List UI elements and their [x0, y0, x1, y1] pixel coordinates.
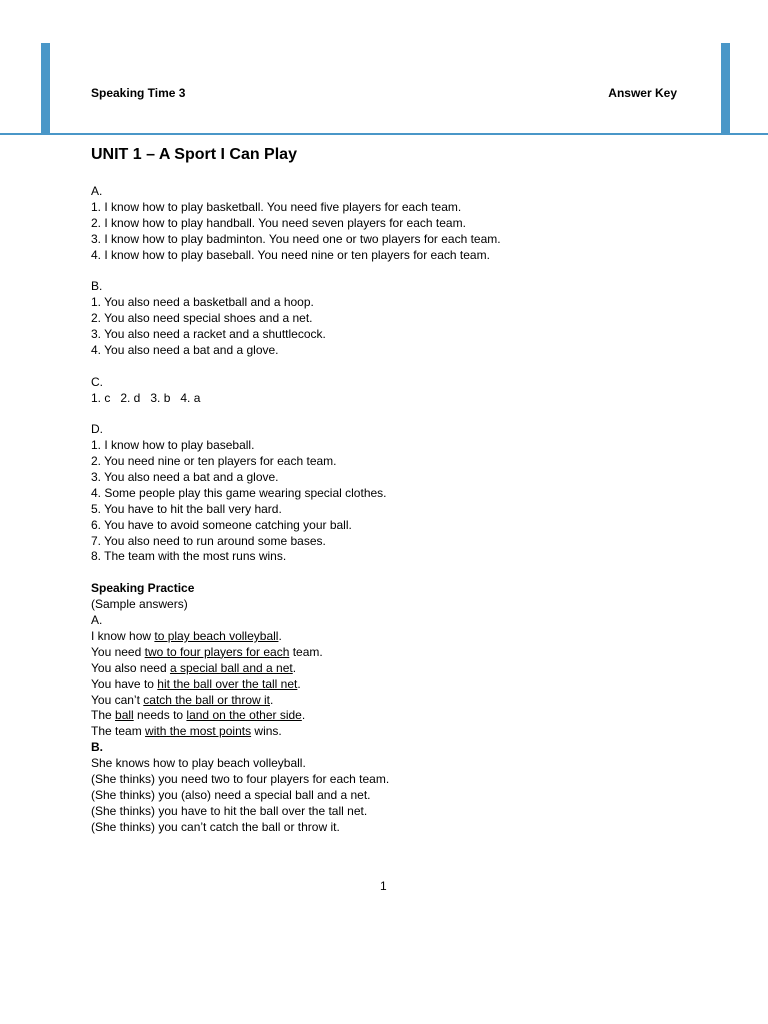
- page-number: 1: [380, 879, 387, 893]
- practice-b-label: B.: [91, 740, 103, 755]
- section-d-item: 2. You need nine or ten players for each team.: [91, 454, 337, 469]
- underlined-answer: ball: [115, 708, 134, 723]
- header-answer-key: Answer Key: [608, 86, 677, 100]
- practice-a-line: The ball needs to land on the other side.: [91, 708, 306, 723]
- section-a-item: 4. I know how to play baseball. You need nine or ten players for each team.: [91, 247, 490, 262]
- underlined-answer: hit the ball over the tall net: [157, 676, 298, 691]
- right-accent-bar: [721, 43, 730, 133]
- section-b-item: 3. You also need a racket and a shuttlecock.: [91, 327, 326, 342]
- answer-content: [91, 184, 691, 836]
- spacer: [91, 406, 691, 422]
- practice-b-line: (She thinks) you have to hit the ball over the tall net.: [91, 803, 368, 818]
- underlined-answer: with the most points: [145, 724, 252, 739]
- section-d-item: 4. Some people play this game wearing special clothes.: [91, 485, 387, 500]
- section-a-item: 3. I know how to play badminton. You need one or two players for each team.: [91, 231, 501, 246]
- speaking-practice-heading: Speaking Practice: [91, 581, 195, 596]
- spacer: [91, 565, 691, 581]
- section-a-item: 1. I know how to play basketball. You need five players for each team.: [91, 199, 462, 214]
- spacer: [91, 359, 691, 375]
- section-d-item: 5. You have to hit the ball very hard.: [91, 501, 282, 516]
- practice-b-line: She knows how to play beach volleyball.: [91, 756, 306, 771]
- section-b-item: 4. You also need a bat and a glove.: [91, 342, 279, 357]
- section-b-label: B.: [91, 279, 103, 294]
- section-d-item: 6. You have to avoid someone catching your ball.: [91, 517, 352, 532]
- practice-a-line: You also need a special ball and a net.: [91, 660, 297, 675]
- unit-title: UNIT 1 – A Sport I Can Play: [91, 146, 297, 163]
- section-b-item: 2. You also need special shoes and a net.: [91, 311, 313, 326]
- underlined-answer: land on the other side: [186, 708, 302, 723]
- practice-a-line: You have to hit the ball over the tall net.: [91, 676, 301, 691]
- section-d-label: D.: [91, 422, 103, 437]
- section-d-item: 8. The team with the most runs wins.: [91, 549, 287, 564]
- header-rule: [0, 133, 768, 135]
- header-book-title: Speaking Time 3: [91, 86, 186, 100]
- section-c-label: C.: [91, 374, 103, 389]
- underlined-answer: catch the ball or throw it: [143, 692, 270, 707]
- practice-a-line: I know how to play beach volleyball.: [91, 628, 282, 643]
- section-a-item: 2. I know how to play handball. You need seven players for each team.: [91, 215, 466, 230]
- practice-b-line: (She thinks) you can’t catch the ball or throw it.: [91, 819, 340, 834]
- practice-a-line: You need two to four players for each team.: [91, 644, 323, 659]
- left-accent-bar: [41, 43, 50, 133]
- practice-a-label: A.: [91, 613, 103, 628]
- underlined-answer: a special ball and a net: [169, 660, 293, 675]
- section-d-item: 1. I know how to play baseball.: [91, 438, 255, 453]
- section-a-label: A.: [91, 184, 103, 198]
- practice-b-line: (She thinks) you need two to four players for each team.: [91, 771, 390, 786]
- section-b-item: 1. You also need a basketball and a hoop.: [91, 295, 314, 310]
- spacer: [91, 263, 691, 279]
- section-d-item: 7. You also need to run around some bases.: [91, 533, 326, 548]
- underlined-answer: two to four players for each: [144, 644, 290, 659]
- practice-b-line: (She thinks) you (also) need a special ball and a net.: [91, 787, 371, 802]
- practice-a-line: The team with the most points wins.: [91, 724, 282, 739]
- section-d-item: 3. You also need a bat and a glove.: [91, 470, 279, 485]
- section-c-answers: 1. c 2. d 3. b 4. a: [91, 390, 201, 405]
- underlined-answer: to play beach volleyball: [154, 628, 279, 643]
- sample-answers-note: (Sample answers): [91, 597, 188, 612]
- practice-a-line: You can’t catch the ball or throw it.: [91, 692, 274, 707]
